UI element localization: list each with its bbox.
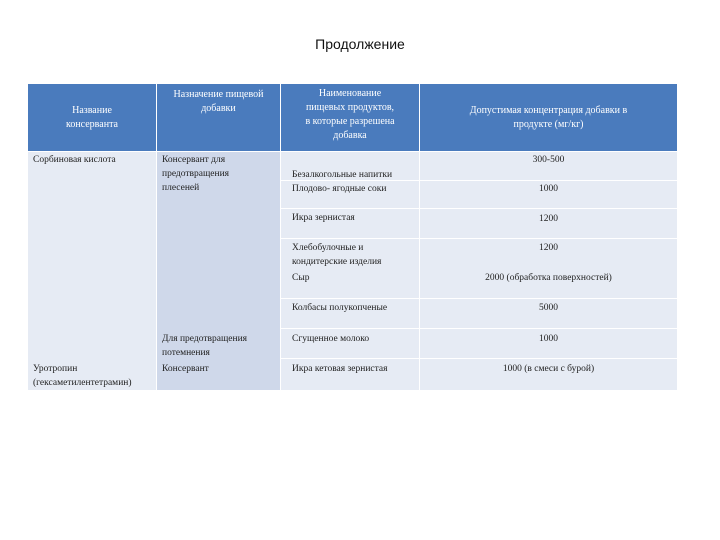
header-additive-purpose: Назначение пищевой добавки [173,89,264,114]
row-divider [281,328,677,329]
product-bakery: Хлебобулочные и кондитерские изделия [292,243,382,267]
concentration-cheese: 2000 (обработка поверхностей) [485,273,612,283]
concentration-condensed-milk: 1000 [539,334,558,344]
page-title: Продолжение [315,36,405,52]
row-divider [281,298,677,299]
purpose-preservative: Консервант [162,364,209,374]
product-juices: Плодово- ягодные соки [292,184,387,194]
product-soft-drinks: Безалкогольные напитки [292,170,393,180]
preservatives-table [28,84,677,390]
concentration-soft-drinks: 300-500 [532,155,565,165]
concentration-juices: 1000 [539,184,558,194]
concentration-sausages: 5000 [539,303,558,313]
row-divider [281,208,677,209]
product-caviar: Икра зернистая [292,213,355,223]
row-divider [281,238,677,239]
header-divider [28,151,677,152]
header-allowed-concentration: Допустимая концентрация добавки в продукте (мг/кг) [469,105,628,130]
concentration-caviar: 1200 [539,214,558,224]
purpose-darkening-prevention: Для предотвращения потемнения [162,334,248,358]
header-preservative-name: Название консерванта [65,105,118,130]
row-divider [281,358,677,359]
column-divider [156,84,157,390]
concentration-salmon-caviar: 1000 (в смеси с бурой) [502,364,595,374]
product-cheese: Сыр [292,273,310,283]
product-condensed-milk: Сгущенное молоко [292,334,370,344]
concentration-bakery: 1200 [539,243,558,253]
preservative-urotropin: Уротропин (гексаметилентетрамин) [33,364,132,388]
product-salmon-caviar: Икра кетовая зернистая [292,364,388,374]
preservative-sorbic-acid: Сорбиновая кислота [33,155,116,165]
body-col-1-bg [28,152,156,390]
header-food-products: Наименование пищевых продуктов, в которые разрешена добавка [305,88,395,141]
purpose-mold-prevention: Консервант для предотвращения плесеней [162,155,230,193]
product-sausages: Колбасы полукопченые [292,303,388,313]
